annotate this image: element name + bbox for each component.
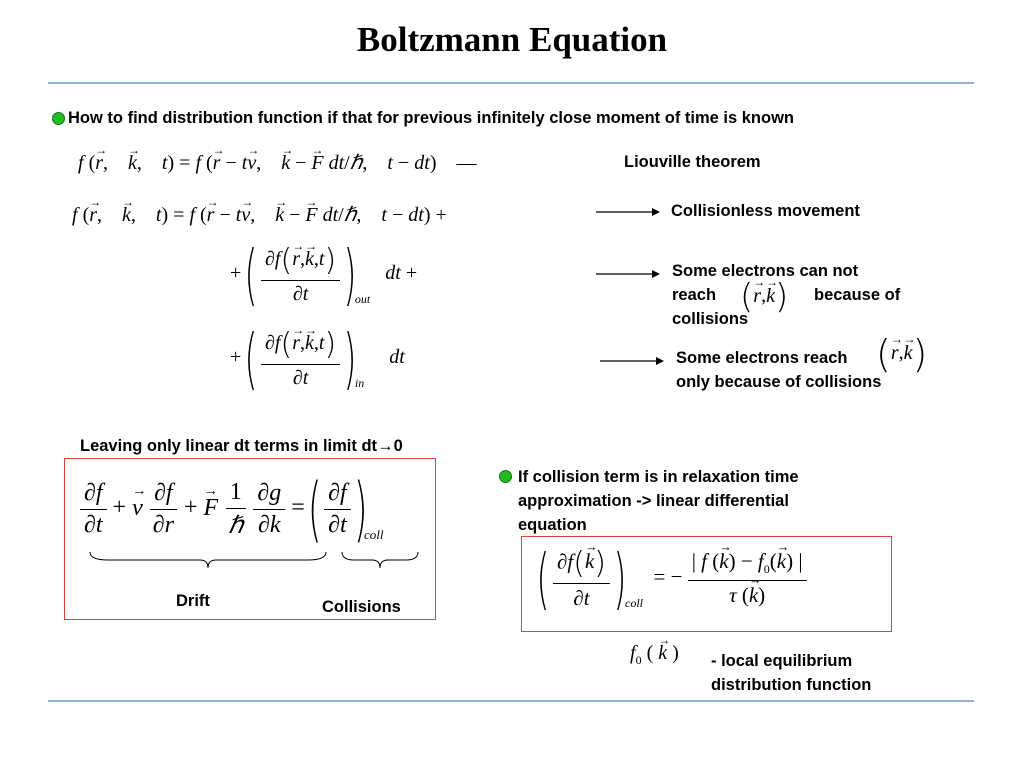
local-label-line2: distribution function [711,676,872,694]
leaving-text [80,434,403,458]
out-label-line1: Some electrons can not [672,262,859,280]
bullet-icon [52,112,65,125]
bullet-icon [499,470,512,483]
bullet-1-text: How to find distribution function if that for previous infinitely close moment of time is known [68,109,794,127]
in-label-line2: only because of collisions [676,373,882,391]
bullet-2-line2: approximation -> linear differential [518,492,789,510]
collisions-label: Collisions [322,598,401,616]
collisionless-equation: f (→ r, → k, t) = f (→ r − t→ v, → k − → F dt/ℏ, t − dt) + [72,202,447,227]
in-rk-vector: (→ r,→ k) [876,332,927,376]
bullet-2-line1: If collision term is in relaxation time [518,468,799,486]
out-rk-vector: (→ r,→ k) [740,277,788,317]
bottom-divider [48,700,974,702]
out-term: + ( $\frac{\partial f(\to r,\to k,t)}{\partial t}$ )$_{out}$ dt + [230,236,417,313]
top-divider [48,82,974,84]
arrow-collisionless [596,206,662,218]
boltzmann-equation: $\frac{\partial f}{\partial t}$ + → v $\frac{\partial f}{\partial r}$ + → F $\frac{1}{\text{ℏ}}$ $\frac{\partial g}{\partial k}$ = ( $\frac{\partial f}{\partial t}$ )$_{coll}$ [80,468,383,550]
collisions-brace [340,550,420,570]
drift-label: Drift [176,592,210,610]
leaving-label: Leaving only linear dt terms in limit dt [80,437,378,455]
relaxation-equation: ( $\frac{\partial f(\to k)}{\partial t}$ )$_{coll}$ = − $\frac{| f (\to k) - f_0(\to k) |}{\tau (\to k)}$ [538,540,807,617]
leaving-zero: 0 [393,437,403,455]
local-label-line1: - local equilibrium [711,652,853,670]
liouville-label: Liouville theorem [624,153,761,171]
bullet-2-line3: equation [518,516,587,534]
f0-symbol: $f_0$ ( → k ) [630,642,679,668]
out-label-line3: collisions [672,310,749,328]
drift-brace [88,550,328,570]
out-label-line2: reach [672,286,717,304]
arrow-out [596,268,662,280]
slide-title: Boltzmann Equation [356,20,668,59]
collisionless-label: Collisionless movement [671,202,860,220]
out-label-line2b: because of [814,286,901,304]
liouville-equation: f (→ r, → k, t) = f (→ r − t→ v, → k − → F dt/ℏ, t − dt) — [78,150,476,175]
in-label-line1: Some electrons reach [676,349,848,367]
right-arrow-icon: → [377,437,394,455]
in-term: + ( $\frac{\partial f(\to r,\to k,t)}{\partial t}$ )$_{in}$ dt [230,320,405,397]
arrow-in [600,355,666,367]
